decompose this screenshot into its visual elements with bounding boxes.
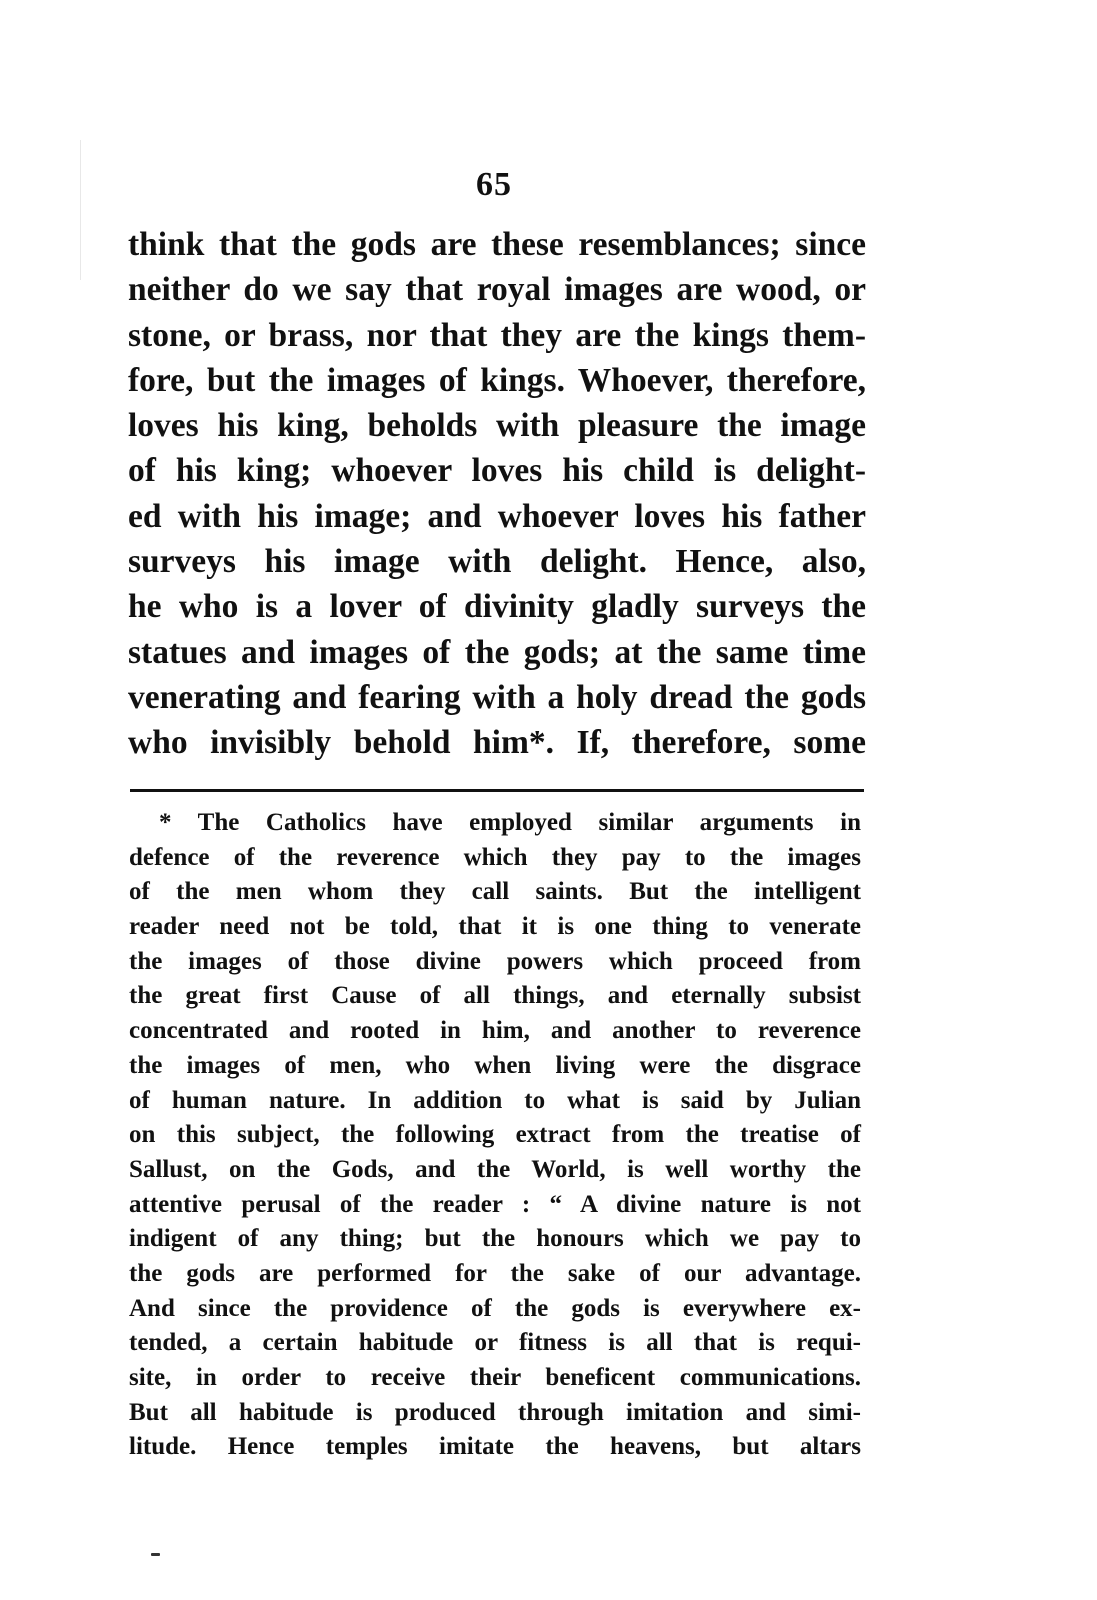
text-line: loves his king, beholds with pleasure the image: [128, 407, 866, 445]
text-line: statues and images of the gods; at the same time: [128, 633, 866, 671]
text-line: fore, but the images of kings. Whoever, therefore,: [128, 361, 866, 399]
text-line: surveys his image with delight. Hence, also,: [128, 543, 866, 581]
text-line: who invisibly behold him*. If, therefore, some: [128, 724, 866, 762]
text-line: of his king; whoever loves his child is delight-: [128, 452, 866, 490]
footnote-line: the images of those divine powers which proceed from: [129, 947, 861, 975]
footnote-line: on this subject, the following extract from the treatise of: [129, 1121, 861, 1149]
footnote-line: the gods are performed for the sake of our advantage.: [129, 1259, 861, 1287]
footnote-line: defence of the reverence which they pay to the images: [129, 843, 861, 871]
text-line: ed with his image; and whoever loves his father: [128, 497, 866, 535]
footnote-line: of the men whom they call saints. But the intelligent: [129, 878, 861, 906]
footnote-line: But all habitude is produced through imitation and simi-: [129, 1398, 861, 1426]
footnote-line: concentrated and rooted in him, and another to reverence: [129, 1017, 861, 1045]
footnote-line: * The Catholics have employed similar arguments in: [159, 809, 861, 836]
main-text-block: [128, 222, 866, 766]
footnote-line: the great first Cause of all things, and eternally subsist: [129, 982, 861, 1010]
ink-speck: [151, 1553, 160, 1556]
footnote-line: of human nature. In addition to what is said by Julian: [129, 1086, 861, 1114]
footnote-line: tended, a certain habitude or fitness is all that is requi-: [129, 1329, 861, 1357]
footnote-line: indigent of any thing; but the honours which we pay to: [129, 1225, 861, 1253]
text-line: neither do we say that royal images are wood, or: [128, 271, 866, 309]
margin-shadow: [80, 140, 81, 280]
footnote-divider: [130, 789, 864, 792]
footnote-line: attentive perusal of the reader : “ A divine nature is not: [129, 1190, 861, 1218]
text-line: venerating and fearing with a holy dread the gods: [128, 678, 866, 716]
page-number: 65: [476, 166, 512, 203]
footnote-line: Sallust, on the Gods, and the World, is well worthy the: [129, 1155, 861, 1183]
text-line: think that the gods are these resemblances; since: [128, 226, 866, 263]
footnote-block: [129, 806, 861, 1465]
text-line: stone, or brass, nor that they are the kings them-: [128, 316, 866, 354]
footnote-line: the images of men, who when living were the disgrace: [129, 1051, 861, 1079]
text-line: he who is a lover of divinity gladly surveys the: [128, 588, 866, 626]
footnote-line: litude. Hence temples imitate the heavens, but altars: [129, 1433, 861, 1461]
footnote-line: reader need not be told, that it is one thing to venerate: [129, 913, 861, 941]
footnote-line: site, in order to receive their beneficent communications.: [129, 1364, 861, 1391]
footnote-line: And since the providence of the gods is everywhere ex-: [129, 1294, 861, 1322]
